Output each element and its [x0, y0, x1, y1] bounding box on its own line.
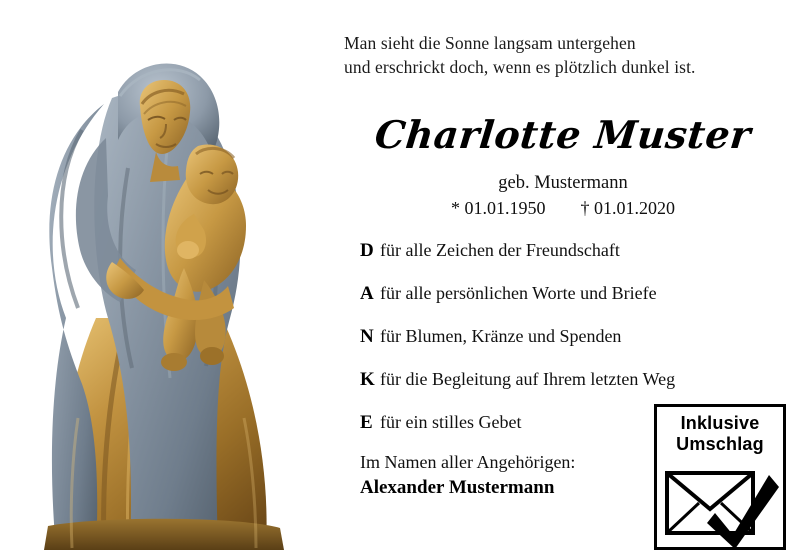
envelope-with-check-graphic — [657, 463, 783, 549]
acrostic-letter: E — [360, 412, 373, 433]
acrostic-row — [360, 326, 786, 369]
verse-line-1: Man sieht die Sonne langsam untergehen — [344, 33, 636, 53]
life-dates — [340, 198, 786, 219]
birth-date: * 01.01.1950 — [451, 198, 546, 218]
sender-name: Alexander Mustermann — [360, 477, 555, 498]
acrostic-letter: D — [360, 240, 374, 261]
deceased-name: Charlotte Muster — [372, 112, 754, 157]
statue-image — [0, 0, 340, 550]
maiden-name: geb. Mustermann — [498, 173, 628, 193]
death-date: † 01.01.2020 — [580, 198, 675, 218]
madonna-with-child-bronze-statue-icon — [8, 18, 338, 550]
badge-title — [657, 407, 783, 455]
acrostic-text: für die Begleitung auf Ihrem letzten Weg — [380, 369, 676, 389]
acrostic-text: für alle Zeichen der Freundschaft — [380, 240, 620, 260]
acrostic-letter: K — [360, 369, 375, 390]
acrostic-text: für ein stilles Gebet — [380, 412, 522, 432]
acrostic-row — [360, 283, 786, 326]
closing-intro: Im Namen aller Angehörigen: — [360, 452, 576, 472]
acrostic-letter: A — [360, 283, 374, 304]
acrostic-letter: N — [360, 326, 374, 347]
acrostic-text: für Blumen, Kränze und Spenden — [380, 326, 622, 346]
badge-line-2: Umschlag — [676, 434, 764, 454]
inclusive-envelope-badge — [654, 404, 786, 550]
verse-block — [344, 31, 784, 79]
acrostic-text: für alle persönlichen Worte und Briefe — [380, 283, 657, 303]
badge-line-1: Inklusive — [680, 413, 760, 433]
acrostic-row — [360, 240, 786, 283]
verse-line-2: und erschrickt doch, wenn es plötzlich dunkel ist. — [344, 57, 696, 77]
